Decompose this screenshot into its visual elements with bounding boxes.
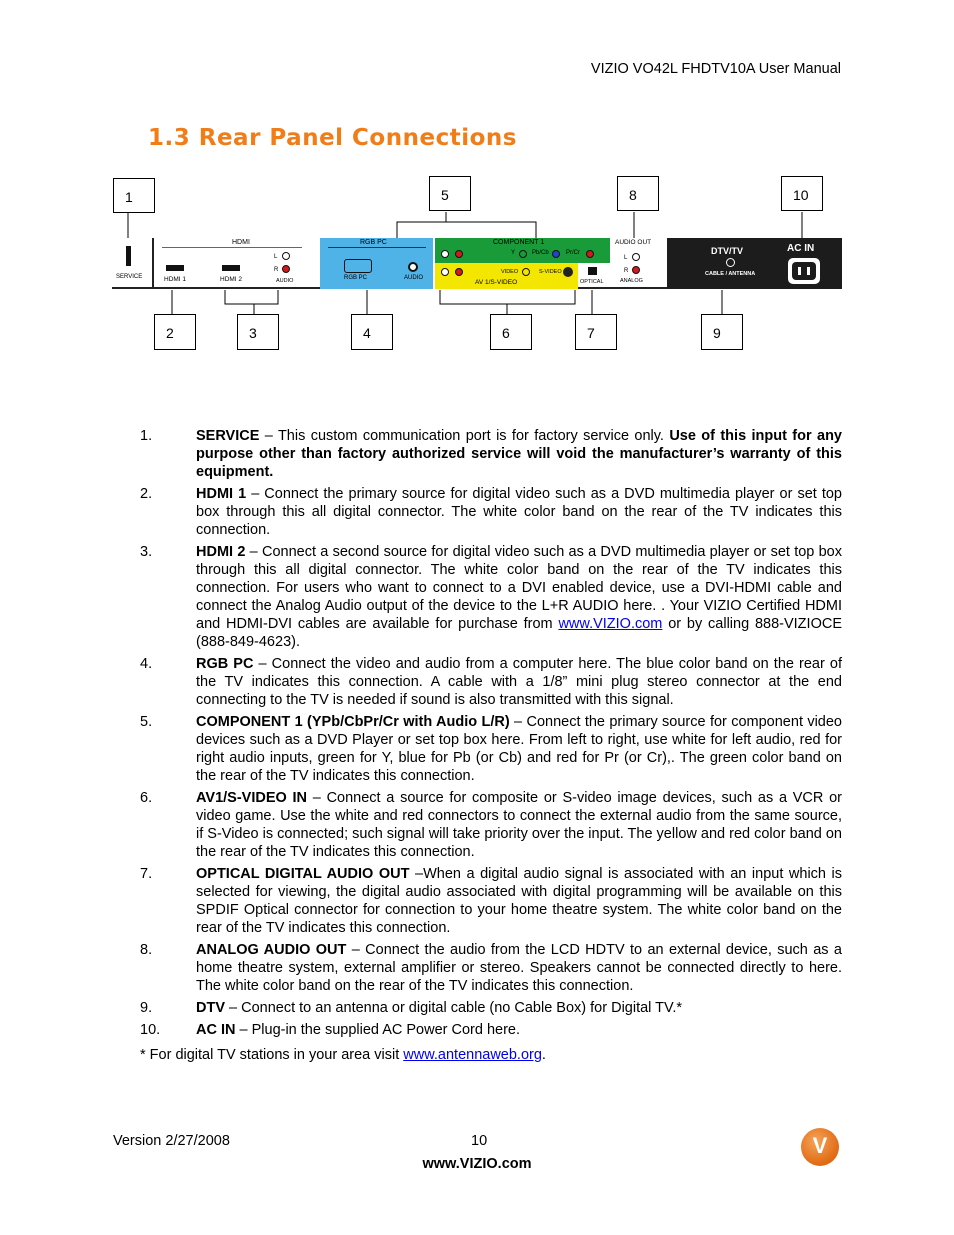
list-text: – Connect the primary source for component video devices such as a DVD Player or set top box here. From left to right, use white for left audio, red for right audio inputs, green for Y, blue for Pb (or Cb) and red for Pr (or Cr),. The green color band on the rear of the TV indicates this connection. [196,714,842,784]
list-term: AC IN [196,1022,236,1038]
av-video-label: VIDEO [501,269,519,275]
audio-out-l-label: L [624,255,628,261]
list-item [140,941,842,995]
list-number: 4. [140,656,153,672]
list-term: HDMI 2 [196,544,246,560]
list-item [140,655,842,709]
component-pr-label: Pr/Cr [566,250,580,256]
list-term: RGB PC [196,656,254,672]
callout-5: 5 [429,176,471,211]
vga-port-icon [344,259,372,273]
av-audio-l-jack-icon [441,268,449,276]
coax-jack-icon [726,258,735,267]
rgb-pc-port-label: RGB PC [344,275,368,281]
hdmi-audio-r-jack-icon [282,265,290,273]
rgb-audio-label: AUDIO [404,275,424,281]
list-number: 5. [140,714,153,730]
component-pr-jack-icon [586,250,594,258]
callout-3: 3 [237,314,279,350]
component-audio-r-jack-icon [455,250,463,258]
av-header: AV 1/S-VIDEO [475,279,518,286]
component-audio-l-jack-icon [441,250,449,258]
list-text: – Connect the audio from the LCD HDTV to an external device, such as a home theatre system, external amplifier or stereo. Speakers cannot be connected directly to here. The white color band on the rear of the TV indicates this connection. [196,942,842,994]
list-number: 3. [140,544,153,560]
list-number: 8. [140,942,153,958]
audio-out-l-jack-icon [632,253,640,261]
section-title: 1.3 Rear Panel Connections [148,125,517,151]
audio-out-r-label: R [624,268,629,274]
list-item [140,999,842,1017]
list-text: – Plug-in the supplied AC Power Cord here. [235,1022,521,1038]
list-warning: Use of this input for any purpose other than factory authorized service will void the manufacturer’s warranty of this equipment. [196,428,842,480]
list-item [140,865,842,937]
component-panel [435,238,610,263]
list-item [140,485,842,539]
optical-port-icon [588,267,597,275]
list-item [140,427,842,481]
callout-2: 2 [154,314,196,350]
list-term: DTV [196,1000,225,1016]
service-label: SERVICE [116,274,143,280]
callout-8: 8 [617,176,659,211]
list-text: – Connect the video and audio from a computer here. The blue color band on the rear of the TV indicates this connection. A cable with a 1/8” mini plug stereo connector at the end connecting to the TV is needed if sound is also transmitted with this signal. [196,656,842,708]
hdmi-audio-l-jack-icon [282,252,290,260]
list-number: 1. [140,428,153,444]
connection-list [140,427,842,1043]
list-term: OPTICAL DIGITAL AUDIO OUT [196,866,410,882]
av-svideo-label: S-VIDEO [539,269,562,275]
list-item [140,713,842,785]
av1-panel [435,263,578,289]
footnote-end: . [541,1047,546,1063]
callout-1: 1 [113,178,155,213]
audio-out-header: AUDIO OUT [615,239,652,246]
hdmi-label: HDMI [232,239,250,246]
antennaweb-link[interactable]: www.antennaweb.org [403,1047,542,1063]
list-number: 9. [140,1000,153,1016]
component-y-label: Y [511,250,516,256]
cable-antenna-label: CABLE / ANTENNA [705,271,756,277]
optical-label: OPTICAL [580,279,604,285]
callout-4: 4 [351,314,393,350]
analog-label: ANALOG [620,278,643,284]
list-term: ANALOG AUDIO OUT [196,942,347,958]
optical-panel [578,263,610,289]
hdmi1-port-icon [166,265,184,271]
component-y-jack-icon [519,250,527,258]
list-item [140,543,842,651]
list-term: AV1/S-VIDEO IN [196,790,308,806]
footer-url: www.VIZIO.com [422,1156,532,1172]
list-text: – This custom communication port is for factory service only. [259,428,670,444]
audio-out-panel [610,238,667,289]
component-pb-label: Pb/Cb [532,250,549,256]
list-text: or by calling 888-VIZIOCE (888-849-4623). [196,616,842,650]
service-port-icon [126,246,131,266]
footer-version: Version 2/27/2008 [113,1133,230,1149]
ac-in-label: AC IN [787,243,815,254]
vizio-link[interactable]: www.VIZIO.com [558,616,663,632]
av-audio-r-jack-icon [455,268,463,276]
component-pb-jack-icon [552,250,560,258]
callout-9: 9 [701,314,743,350]
list-item [140,1021,842,1039]
vizio-logo-icon [801,1128,839,1166]
hdmi-audio-r-label: R [274,267,279,273]
list-text: –When a digital audio signal is associated with an input which is selected for viewing, the digital audio associated with digital programming will be available on this SPDIF Optical connector for connection to your home theatre system. The white color band on the rear of the TV indicates this connection. [196,866,842,936]
list-number: 2. [140,486,153,502]
hdmi2-port-icon [222,265,240,271]
service-port-panel [112,238,152,289]
list-text: – Connect to an antenna or digital cable (no Cable Box) for Digital TV.* [225,1000,683,1016]
hdmi2-label: HDMI 2 [220,276,243,283]
manual-title: VIZIO VO42L FHDTV10A User Manual [590,61,841,77]
power-socket-icon [788,258,820,284]
footnote-text: * For digital TV stations in your area visit [140,1047,404,1063]
list-item [140,789,842,861]
list-number: 6. [140,790,153,806]
svideo-jack-icon [563,267,573,277]
list-text: – Connect a second source for digital video such as a DVD multimedia player or set top box through this all digital connector. The white color band on the rear of the TV indicates this connection. For users who want to connect to a DVI enabled device, use a DVI-HDMI cable and connect the Analog Audio output of the device to the L+R AUDIO here. . Your VIZIO Certified HDMI and HDMI-DVI cables are available for purchase from [196,544,842,632]
list-term: SERVICE [196,428,260,444]
dtv-label: DTV/TV [711,246,744,256]
list-number: 7. [140,866,153,882]
hdmi-panel [152,238,320,289]
audio-out-r-jack-icon [632,266,640,274]
list-text: – Connect a source for composite or S-video image devices, such as a VCR or video game. Use the white and red connectors to connect the external audio from the same source, if S-Video is connected; such signal will take priority over the input. The yellow and red color band on the rear of the TV indicates this connection. [196,790,842,860]
pc-audio-jack-icon [408,262,418,272]
callout-6: 6 [490,314,532,350]
component-header: COMPONENT 1 [493,239,545,246]
callout-10: 10 [781,176,823,211]
list-number: 10. [140,1022,161,1038]
dtv-ac-panel [667,238,842,289]
list-term: COMPONENT 1 (YPb/CbPr/Cr with Audio L/R) [196,714,510,730]
hdmi-audio-label: AUDIO [276,278,294,284]
hdmi-audio-l-label: L [274,254,278,260]
av-video-jack-icon [522,268,530,276]
page-number: 10 [471,1133,488,1149]
logo-letter: V [812,1133,828,1158]
callout-7: 7 [575,314,617,350]
footnote [140,1047,546,1063]
rgb-pc-header: RGB PC [360,239,387,246]
rgb-pc-panel [320,238,433,289]
list-term: HDMI 1 [196,486,247,502]
hdmi1-label: HDMI 1 [164,276,187,283]
list-text: – Connect the primary source for digital video such as a DVD multimedia player or set top box through this all digital connector. The white color band on the rear of the TV indicates this connection. [196,486,842,538]
